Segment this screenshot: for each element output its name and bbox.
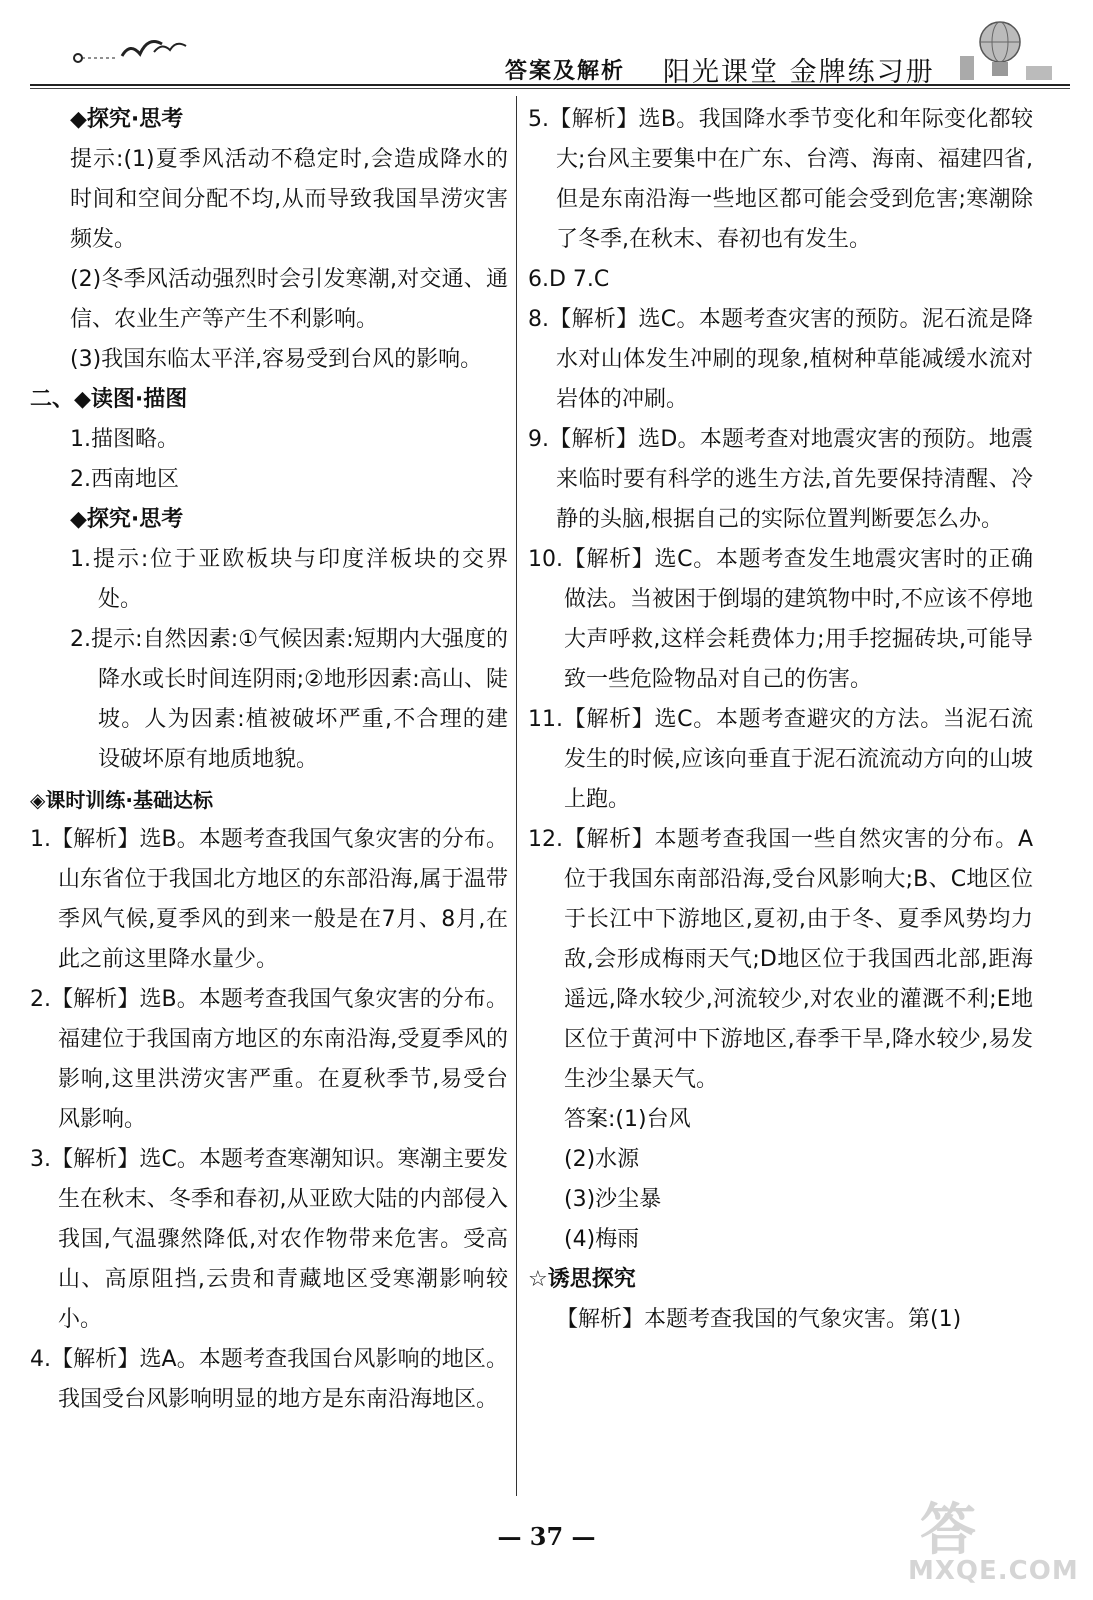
section-heading: ☆诱思探究 (528, 1267, 636, 1292)
page-header (30, 18, 1070, 90)
paragraph: (2)冬季风活动强烈时会引发寒潮,对交通、通信、农业生产等产生不利影响。 (70, 267, 508, 332)
watermark (880, 1478, 1080, 1588)
answer-line: (2)水源 (564, 1147, 640, 1172)
answer-line: (3)沙尘暴 (564, 1187, 662, 1212)
answer-line: (4)梅雨 (564, 1227, 640, 1252)
header-rule-thin (30, 88, 1070, 89)
answer-item: 10.【解析】选C。本题考查发生地震灾害时的正确做法。当被困于倒塌的建筑物中时,不应该不停地大声呼救,这样会耗费体力;用手挖掘砖块,可能导致一些危险物品对自己的伤害。 (528, 547, 1033, 692)
list-item-text: 1.提示:位于亚欧板块与印度洋板块的交界处。 (70, 547, 508, 612)
answer-item: 11.【解析】选C。本题考查避灾的方法。当泥石流发生的时候,应该向垂直于泥石流流动方向的山坡上跑。 (528, 707, 1033, 812)
right-column (528, 100, 1033, 1340)
paragraph: 【解析】本题考查我国的气象灾害。第(1) (556, 1307, 962, 1332)
answer-item: 4.【解析】选A。本题考查我国台风影响的地区。我国受台风影响明显的地方是东南沿海地区。 (30, 1347, 508, 1412)
list-item-text: 2.提示:自然因素:①气候因素:短期内大强度的降水或长时间连阴雨;②地形因素:高山、陡坡。人为因素:植被破坏严重,不合理的建设破坏原有地质地貌。 (70, 627, 508, 772)
answer-item: 1.【解析】选B。本题考查我国气象灾害的分布。山东省位于我国北方地区的东部沿海,属于温带季风气候,夏季风的到来一般是在7月、8月,在此之前这里降水量少。 (30, 827, 508, 972)
watermark-logo-char: 答 (920, 1498, 976, 1563)
page-number: — 37 — (497, 1522, 596, 1551)
answer-item: 9.【解析】选D。本题考查对地震灾害的预防。地震来临时要有科学的逃生方法,首先要保持清醒、冷静的头脑,根据自己的实际位置判断要怎么办。 (528, 427, 1033, 532)
section-heading: 二、◆读图·描图 (30, 387, 188, 412)
left-column (30, 100, 508, 1420)
birds-decoration-icon (70, 28, 190, 68)
header-series-name: 阳光课堂 金牌练习册 (663, 57, 935, 88)
header-rule (30, 84, 1070, 86)
list-item (30, 620, 508, 780)
header-title: 答案及解析 (505, 59, 626, 84)
answer-item: 5.【解析】选B。我国降水季节变化和年际变化都较大;台风主要集中在广东、台湾、海南、福建四省,但是东南沿海一些地区都可能会受到危害;寒潮除了冬季,在秋末、春初也有发生。 (528, 107, 1033, 252)
section-heading: ◆探究·思考 (70, 107, 184, 132)
column-divider (516, 96, 517, 1496)
paragraph: (3)我国东临太平洋,容易受到台风的影响。 (70, 347, 483, 372)
answer-line: 答案:(1)台风 (564, 1107, 691, 1132)
paragraph: 1.描图略。 (70, 427, 179, 452)
globe-decoration-icon (940, 16, 1060, 86)
answer-item: 8.【解析】选C。本题考查灾害的预防。泥石流是降水对山体发生冲刷的现象,植树种草能减缓水流对岩体的冲刷。 (528, 307, 1033, 412)
section-heading: ◆探究·思考 (70, 507, 184, 532)
answer-item: 3.【解析】选C。本题考查寒潮知识。寒潮主要发生在秋末、冬季和春初,从亚欧大陆的内部侵入我国,气温骤然降低,对农作物带来危害。受高山、高原阻挡,云贵和青藏地区受寒潮影响较小。 (30, 1147, 508, 1332)
watermark-text: MXQE.COM (908, 1556, 1079, 1586)
answer-item: 12.【解析】本题考查我国一些自然灾害的分布。A位于我国东南部沿海,受台风影响大;B、C地区位于长江中下游地区,夏初,由于冬、夏季风势均力敌,会形成梅雨天气;D地区位于我国西北部,距海遥远,降水较少,河流较少,对农业的灌溉不利;E地区位于黄河中下游地区,春季干旱,降水较少,易发生沙尘暴天气。 (528, 827, 1033, 1092)
answer-item: 6.D 7.C (528, 267, 610, 292)
paragraph: 2.西南地区 (70, 467, 179, 492)
answer-item: 2.【解析】选B。本题考查我国气象灾害的分布。福建位于我国南方地区的东南沿海,受夏季风的影响,这里洪涝灾害严重。在夏秋季节,易受台风影响。 (30, 987, 508, 1132)
list-item (30, 540, 508, 620)
paragraph: 提示:(1)夏季风活动不稳定时,会造成降水的时间和空间分配不均,从而导致我国旱涝灾害频发。 (70, 147, 508, 252)
section-heading: ◈课时训练·基础达标 (30, 788, 213, 812)
